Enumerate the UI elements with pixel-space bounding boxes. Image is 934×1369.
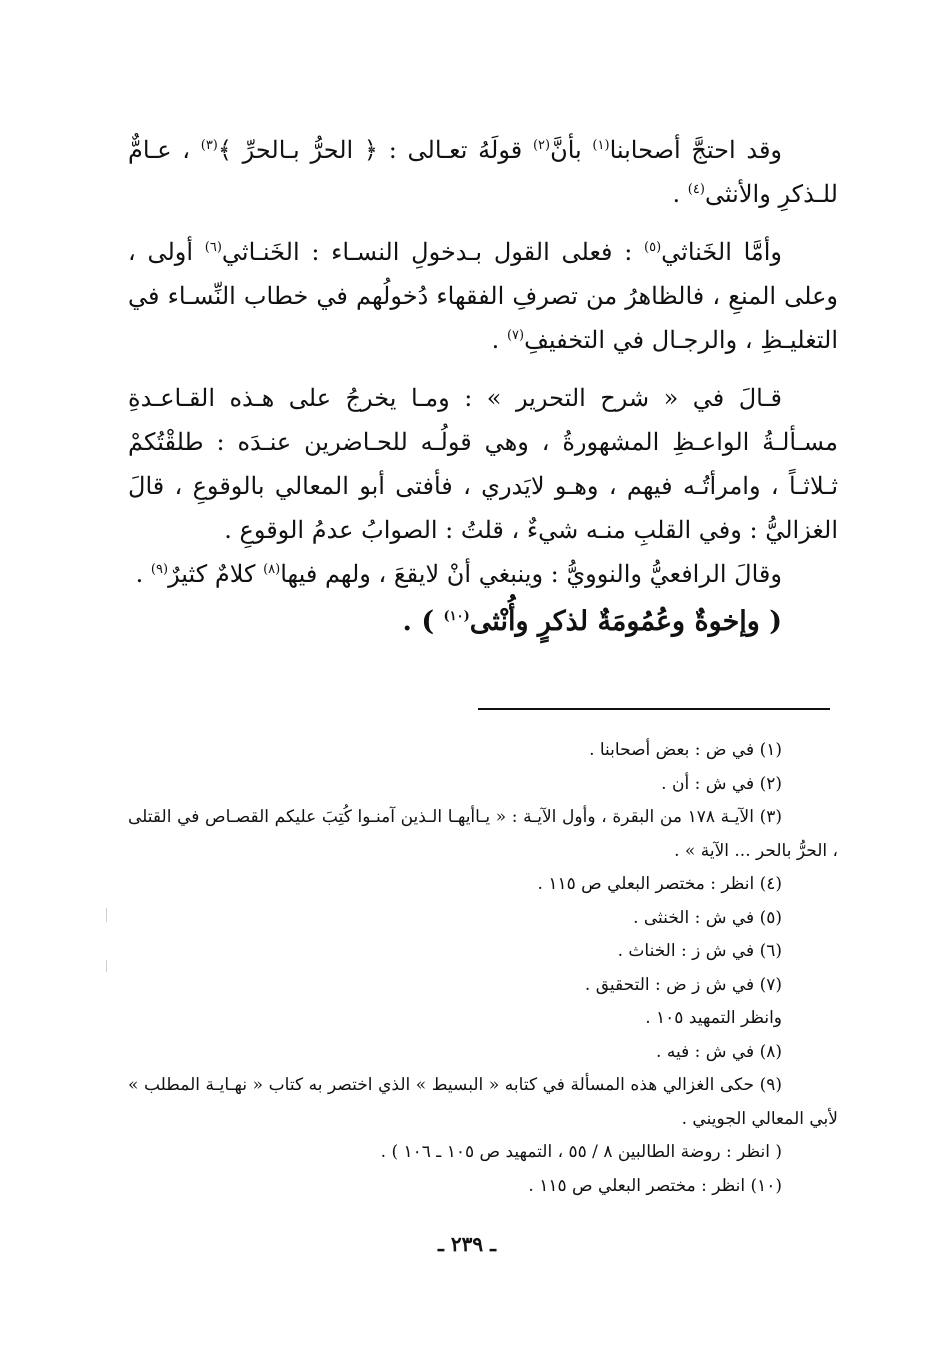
footnote-8: (٨) في ش : فيه . bbox=[656, 1041, 782, 1062]
footnote-10: (١٠) انظر : مختصر البعلي ص ١١٥ . bbox=[528, 1175, 782, 1196]
scan-mark bbox=[106, 908, 107, 922]
text-run: وقد احتجَّ أصحابنا bbox=[609, 136, 782, 164]
paragraph-4 bbox=[128, 552, 838, 596]
footnote-5: (٥) في ش : الخنثى . bbox=[633, 907, 782, 928]
footnote-9-continuation: ( انظر : روضة الطالبين ٨ / ٥٥ ، التمهيد ص ١٠٥ ـ ١٠٦ ) . bbox=[380, 1142, 782, 1162]
footnote-ref-4[interactable]: (٤) bbox=[687, 182, 705, 197]
footnote-9: (٩) حكى الغزالي هذه المسألة في كتابه « البسيط » الذي اختصر به كتاب « نهـايـة المطلب » لأبي المعالي الجويني . bbox=[128, 1075, 838, 1129]
text-run: وأمَّا الخَناثي bbox=[661, 238, 783, 266]
footnote-ref-1[interactable]: (١) bbox=[592, 138, 610, 153]
paragraph-3: قـالَ في « شرح التحرير » : ومـا يخرجُ على هـذه القـاعـدةِ مسـألـةُ الواعـظِ المشهورةُ ، وهي قولُـه للحـاضرين عنـدَه : طلقْتُكمْ ثـلاثـاً ، وامرأتُـه فيهم ، وهـو لايَدري ، فأفتى أبو المعالي بالوقوعِ ، قالَ الغزاليُّ : وفي القلبِ منـه شيءٌ ، قلتُ : الصوابُ عدمُ الوقوعِ . bbox=[128, 384, 838, 544]
text-run: : فعلى القول بـدخولِ النسـاء : الخَنـاثي bbox=[221, 238, 645, 266]
text-run: . bbox=[672, 180, 688, 208]
heading-text: ) . bbox=[402, 606, 444, 637]
footnote-2: (٢) في ش : أن . bbox=[661, 773, 782, 794]
text-run: أولى ، وعلى المنعِ ، فالظاهرُ من تصرفِ الفقهاء دُخولُهم في خطاب النِّسـاء في التغليـظِ ، والرجـال في التخفيفِ bbox=[128, 238, 838, 354]
footnote-3: (٣) الآيـة ١٧٨ من البقرة ، وأول الآيـة : « يـاأيهـا الـذين آمنـوا كُتِبَ عليكم القصـاص في القتلى ، الحرُّ بالحر ... الآية » . bbox=[128, 807, 838, 861]
footnote-ref-7[interactable]: (٧) bbox=[506, 328, 525, 343]
section-heading bbox=[128, 596, 838, 648]
footnote-7: (٧) في ش ز ض : التحقيق . bbox=[584, 974, 782, 995]
footnote-7-continuation: وانظر التمهيد ١٠٥ . bbox=[645, 1008, 782, 1028]
footnote-ref-10[interactable]: (١٠) bbox=[443, 609, 470, 624]
text-run: بأنَّ bbox=[550, 136, 593, 164]
text-run: . bbox=[491, 326, 507, 354]
footnote-6: (٦) في ش ز : الخناث . bbox=[617, 941, 782, 961]
footnotes bbox=[128, 734, 838, 1203]
heading-text: ( وإخوةٌ وعُمُومَةٌ لذكرٍ وأُنْثى bbox=[469, 606, 782, 637]
footnote-ref-6[interactable]: (٦) bbox=[204, 240, 222, 255]
text-run: قولَهُ تعـالى : ﴿ الحرُّ بـالحرِّ ﴾ bbox=[217, 136, 533, 164]
footnote-divider bbox=[478, 708, 830, 710]
footnote-4: (٤) انظر : مختصر البعلي ص ١١٥ . bbox=[537, 874, 782, 894]
page-number: ـ ٢٣٩ ـ bbox=[438, 1232, 496, 1256]
scan-mark bbox=[106, 960, 107, 972]
footnote-ref-5[interactable]: (٥) bbox=[644, 240, 662, 255]
footnote-ref-8[interactable]: (٨) bbox=[263, 562, 281, 577]
text-run: . bbox=[135, 560, 151, 588]
footnote-ref-3[interactable]: (٣) bbox=[200, 138, 218, 153]
text-run: وقالَ الرافعيُّ والنوويُّ : وينبغي أنْ لايقعَ ، ولهم فيها bbox=[280, 560, 782, 588]
paragraph-1 bbox=[128, 128, 838, 216]
footnote-1: (١) في ض : بعض أصحابنا . bbox=[589, 740, 782, 760]
text-run: ، عـامٌّ للـذكرِ والأنثى bbox=[128, 136, 838, 208]
footnote-ref-9[interactable]: (٩) bbox=[150, 562, 169, 577]
footnote-ref-2[interactable]: (٢) bbox=[532, 138, 551, 153]
main-text bbox=[128, 128, 838, 648]
paragraph-2 bbox=[128, 230, 838, 362]
text-run: كلامٌ كثيرٌ bbox=[168, 560, 264, 588]
